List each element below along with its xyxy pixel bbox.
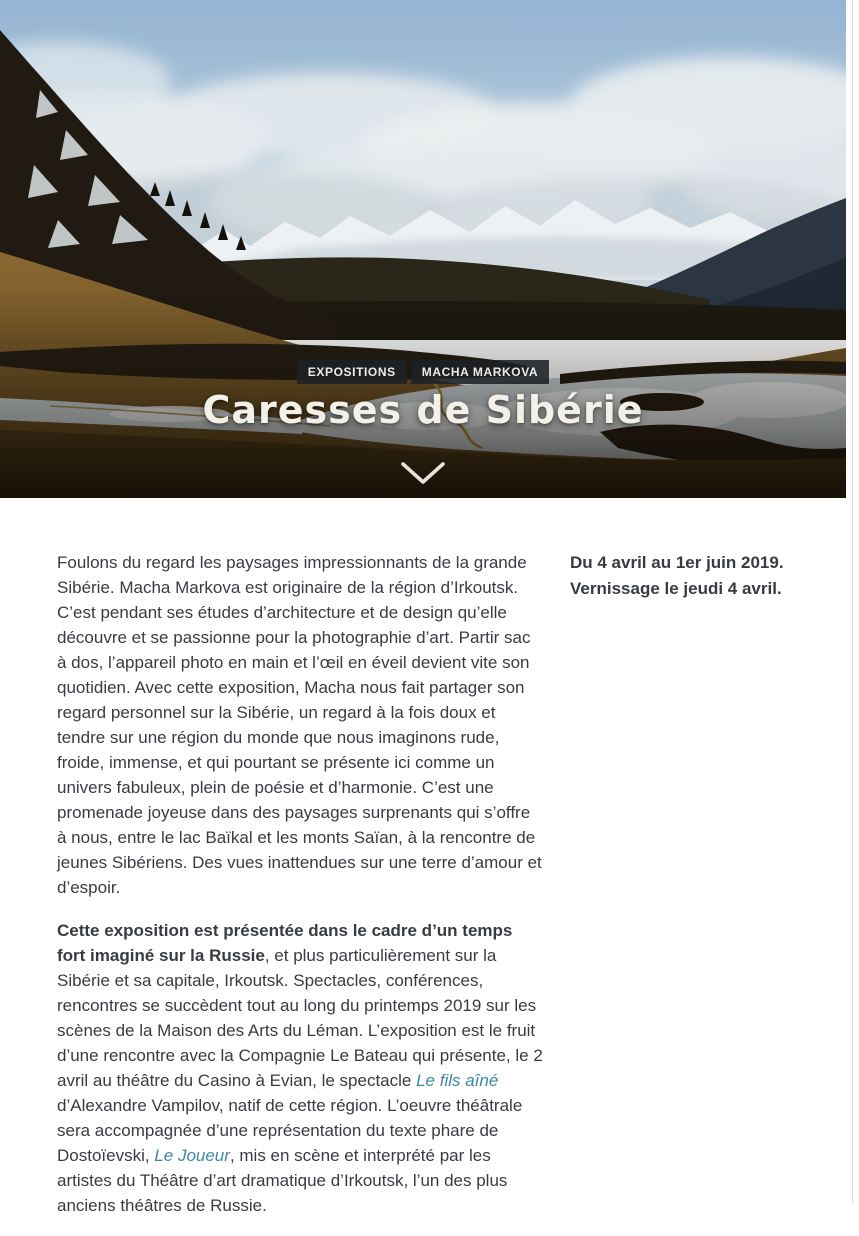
inline-link[interactable]: Le Joueur	[154, 1146, 230, 1165]
breadcrumb-expositions[interactable]: EXPOSITIONS	[297, 360, 407, 384]
page-title: Caresses de Sibérie	[202, 388, 644, 432]
chevron-down-icon	[399, 460, 447, 488]
scroll-down-button[interactable]	[0, 460, 846, 488]
article-body	[57, 550, 544, 1236]
scrollbar-track-edge[interactable]	[852, 0, 853, 1203]
article-section	[0, 498, 846, 1236]
hero-banner	[0, 0, 846, 498]
breadcrumb	[0, 360, 846, 384]
breadcrumb-macha-markova[interactable]: MACHA MARKOVA	[411, 360, 549, 384]
body-text: d’Alexandre Vampilov, natif de cette région. L’oeuvre théâtrale sera accompagnée d’une représentation du texte phare de Dostoïevski,	[57, 1096, 523, 1165]
inline-link[interactable]: Le fils aîné	[416, 1071, 499, 1090]
body-paragraph	[57, 918, 544, 1218]
body-text: , mis en scène et interprété par les artistes du Théâtre d’art dramatique d’Irkoutsk, l’un des plus anciens théâtres de Russie.	[57, 1146, 508, 1215]
vernissage-date: Vernissage le jeudi 4 avril.	[570, 579, 782, 598]
event-dates-aside	[544, 550, 786, 1236]
bold-text: Cette exposition est présentée dans le cadre d’un temps fort imaginé sur la Russie	[57, 921, 513, 965]
intro-paragraph: Foulons du regard les paysages impressionnants de la grande Sibérie. Macha Markova est originaire de la région d’Irkoutsk. C’est pendant ses études d’architecture et de design qu’elle découvre et se passionne pour la photographie d’art. Partir sac à dos, l’appareil photo en main et l’œil en éveil devient vite son quotidien. Avec cette exposition, Macha nous fait partager son regard personnel sur la Sibérie, un regard à la fois doux et tendre sur une région du monde que nous imaginons rude, froide, immense, et qui pourtant se présente ici comme un univers fabuleux, plein de poésie et d’harmonie. C’est une promenade joyeuse dans des paysages surprenants qui s’offre à nous, entre le lac Baïkal et les monts Saïan, à la rencontre de jeunes Sibériens. Des vues inattendues sur une terre d’amour et d’espoir.	[57, 553, 542, 897]
exhibition-dates: Du 4 avril au 1er juin 2019.	[570, 553, 784, 572]
body-text: , et plus particulièrement sur la Sibérie et sa capitale, Irkoutsk. Spectacles, conférences, rencontres se succèdent tout au long du printemps 2019 sur les scènes de la Maison des Arts du Léman. L’exposition est le fruit d’une rencontre avec la Compagnie Le Bateau qui présente, le 2 avril au théâtre du Casino à Evian, le spectacle	[57, 946, 543, 1090]
